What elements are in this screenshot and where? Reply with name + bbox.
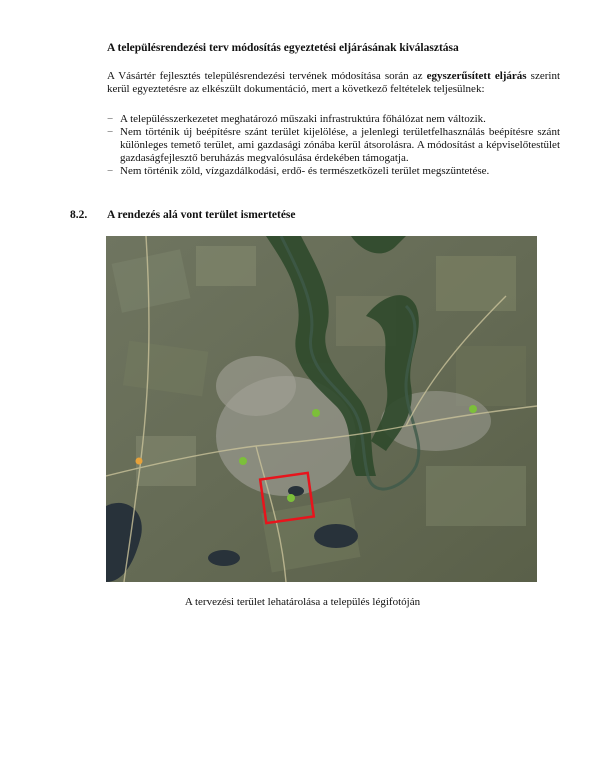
dash-marker: − (107, 126, 114, 138)
map-pin-icon (312, 409, 320, 417)
list-item-text: Nem történik zöld, vízgazdálkodási, erdő- és természetközeli terület megszüntetése. (120, 165, 490, 177)
intro-text-end: szerint kerül egyeztetésre az elkészült dokumentáció, mert a következő feltételek teljesülnek: (107, 70, 561, 95)
intro-bold-term: egyszerűsített eljárás (426, 70, 527, 82)
map-pin-icon (239, 457, 247, 465)
road-marker-icon (136, 458, 143, 465)
subsection-number: 8.2. (70, 209, 88, 221)
intro-text-start: A Vásártér fejlesztés településrendezési tervének módosítása során az (107, 70, 427, 82)
condition-list (107, 113, 560, 178)
list-item (107, 126, 560, 165)
figure-caption: A tervezési terület lehatárolása a település légifotóján (184, 596, 421, 608)
list-item-text: A településszerkezetet meghatározó műszaki infrastruktúra főhálózat nem változik. (120, 113, 486, 125)
map-pin-icon (469, 405, 477, 413)
map-pin-icon (287, 494, 295, 502)
dash-marker: − (107, 113, 114, 125)
list-item-text: Nem történik új beépítésre szánt terület kijelölése, a jelenlegi területfelhasználás beépítésre szánt különleges temető terület, ami gazdasági zónába kerül átsorolásra. A módosítást a képviselőtestület gazdaságfejlesztő beruházás megvalósulása érdekében támogatja. (120, 126, 560, 164)
aerial-photo (106, 236, 537, 582)
list-item (107, 113, 560, 126)
list-item (107, 165, 560, 178)
section-title: A településrendezési terv módosítás egyeztetési eljárásának kiválasztása (107, 42, 459, 54)
intro-paragraph (107, 70, 560, 96)
subsection-heading (70, 209, 296, 221)
dash-marker: − (107, 165, 114, 177)
subsection-title: A rendezés alá vont terület ismertetése (107, 209, 296, 221)
aerial-photo-drawing (106, 236, 537, 582)
